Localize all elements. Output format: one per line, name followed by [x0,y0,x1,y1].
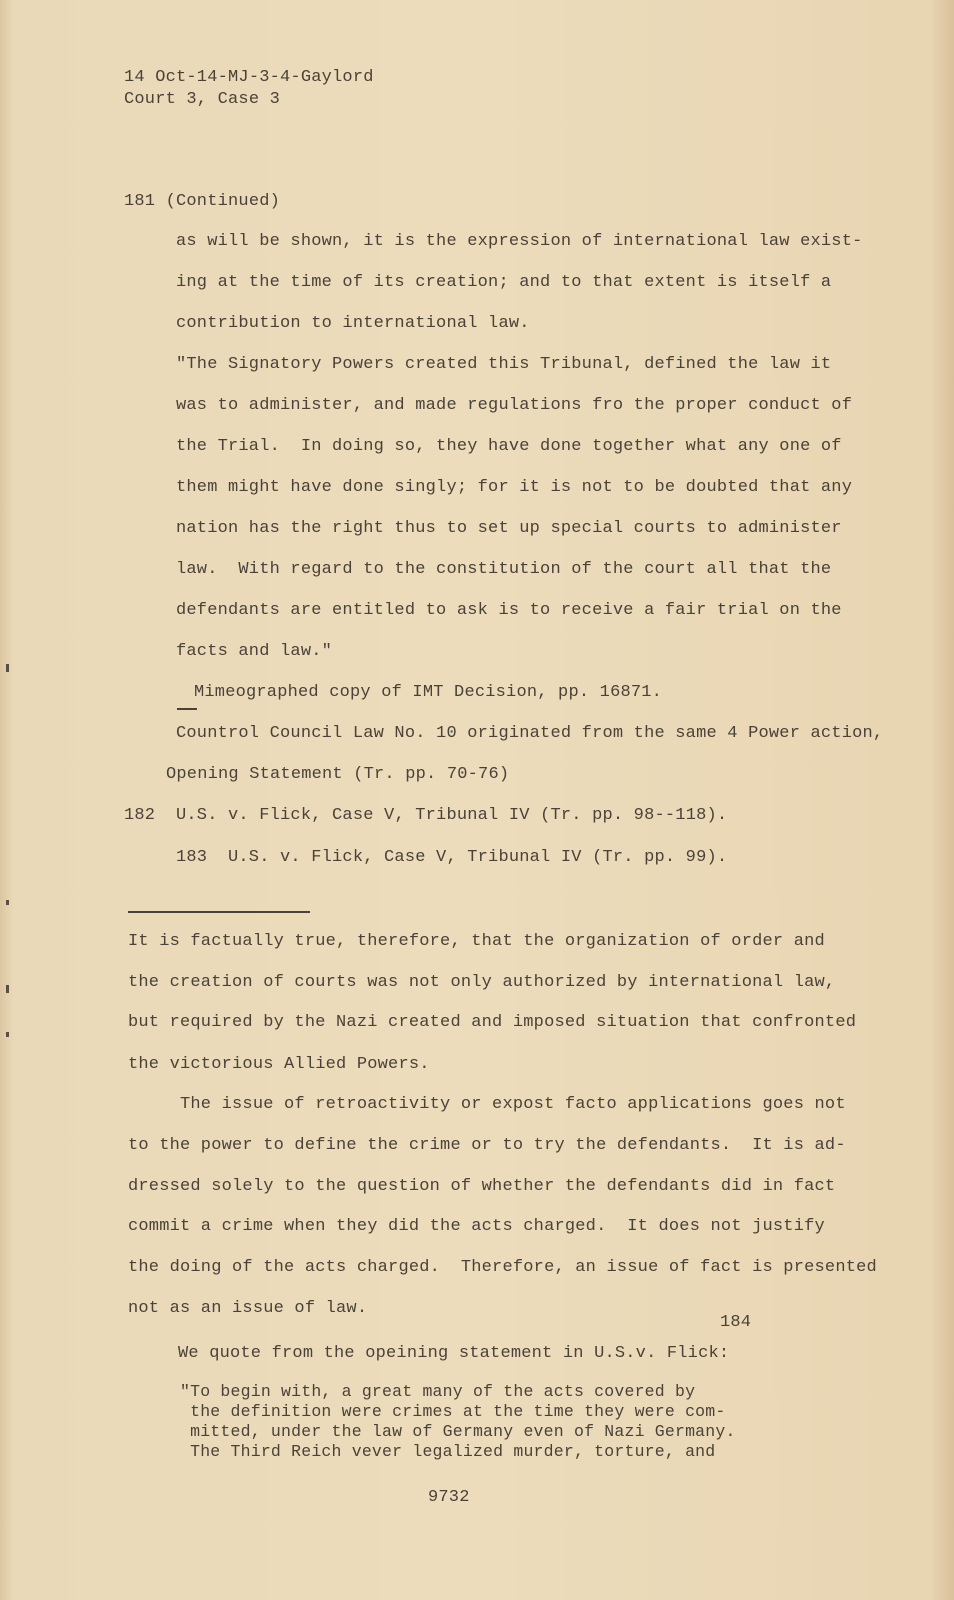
binding-mark [6,985,9,993]
footnote-line: "The Signatory Powers created this Tribunal, defined the law it [176,355,832,374]
footnote-line: law. With regard to the constitution of the court all that the [176,560,832,579]
body-line: to the power to define the crime or to try the defendants. It is ad- [128,1136,846,1155]
footnote-line: them might have done singly; for it is not to be doubted that any [176,478,853,497]
body-line: It is factually true, therefore, that the organization of order and [128,932,825,951]
footnote-line: ing at the time of its creation; and to that extent is itself a [176,273,832,292]
header-line-2: Court 3, Case 3 [124,90,281,109]
body-line: not as an issue of law. [128,1299,368,1318]
body-line: commit a crime when they did the acts charged. It does not justify [128,1217,825,1236]
footnote-line: defendants are entitled to ask is to receive a fair trial on the [176,601,842,620]
footnote-line: the Trial. In doing so, they have done together what any one of [176,437,842,456]
body-line: the doing of the acts charged. Therefore, an issue of fact is presented [128,1258,877,1277]
quote-line: the definition were crimes at the time they were com- [180,1402,726,1421]
section-divider [128,911,310,913]
body-line: The issue of retroactivity or expost facto applications goes not [128,1095,846,1114]
quote-line: The Third Reich vever legalized murder, torture, and [180,1442,716,1461]
binding-mark [6,1032,9,1037]
footnote-line: was to administer, and made regulations fro the proper conduct of [176,396,853,415]
footnote-line: Countrol Council Law No. 10 originated from the same 4 Power action, [176,724,884,743]
footnote-line: facts and law." [176,642,333,661]
quote-intro: We quote from the opeining statement in U.S.v. Flick: [178,1344,730,1363]
body-line: the victorious Allied Powers. [128,1055,430,1074]
footnote-line: Opening Statement (Tr. pp. 70-76) [166,765,510,784]
footnote-183: 183 U.S. v. Flick, Case V, Tribunal IV (Tr. pp. 99). [176,848,728,867]
quote-line: mitted, under the law of Germany even of Nazi Germany. [180,1422,736,1441]
footnote-reference-184: 184 [720,1313,752,1332]
body-line: dressed solely to the question of whether the defendants did in fact [128,1177,836,1196]
footnote-182: 182 U.S. v. Flick, Case V, Tribunal IV (Tr. pp. 98--118). [124,806,728,825]
body-line: but required by the Nazi created and imposed situation that confronted [128,1013,857,1032]
body-line: the creation of courts was not only authorized by international law, [128,973,836,992]
footnote-line: Mimeographed copy of IMT Decision, pp. 16871. [194,683,663,702]
footnote-heading: 181 (Continued) [124,192,281,211]
citation-dash [177,708,197,710]
header-line-1: 14 Oct-14-MJ-3-4-Gaylord [124,68,374,87]
binding-mark [6,900,9,905]
binding-mark [6,664,9,672]
footnote-line: nation has the right thus to set up special courts to administer [176,519,842,538]
footnote-line: as will be shown, it is the expression of international law exist- [176,232,863,251]
quote-line: "To begin with, a great many of the acts covered by [180,1382,696,1401]
footnote-line: contribution to international law. [176,314,530,333]
page-number: 9732 [428,1488,470,1507]
